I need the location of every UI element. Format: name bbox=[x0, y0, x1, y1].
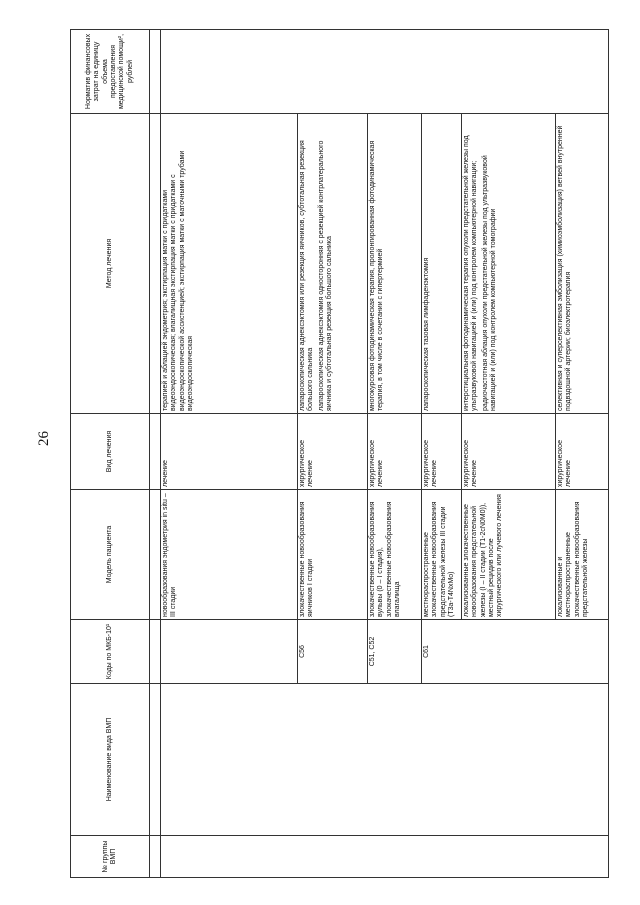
header-patient-model: Модель пациента bbox=[71, 490, 150, 620]
group-number-cell bbox=[161, 836, 609, 878]
treatment-type-cell: хирургическое лечение bbox=[556, 414, 609, 490]
header-group-number: № группы ВМП bbox=[71, 836, 150, 878]
treatment-method-cell bbox=[556, 114, 609, 414]
patient-model-cell: новообразования эндометрия in situ – III стадии bbox=[161, 490, 298, 620]
patient-model-cell: злокачественные новообразования яичников I стадии bbox=[298, 490, 368, 620]
icd-code-cell: C61 bbox=[422, 620, 609, 684]
icd-code-cell: C56 bbox=[298, 620, 368, 684]
method-text: лапароскопическая аднексэктомия или резекция яичников, субтотальная резекция большого сальника bbox=[299, 140, 315, 411]
method-text: терапией и аблацией эндометрия; экстирпация матки с придатками видеоэндоскопическая; влагалищная экстирпация матки с придатками с видеоэндоскопической ассистенцией; экстирпация матки с маточными трубами видеоэндоскопическая bbox=[162, 150, 194, 411]
patient-model-cell: локализованные злокачественные новообразования предстательной железы (I – II стадии (T1-2cN0M0)), местный рецидив после хирургического или лучевого лечения bbox=[462, 490, 556, 620]
header-cost-norm: Норматив финансовых затрат на единицу объема предоставления медицинской помощи², рублей bbox=[71, 30, 150, 114]
treatment-type-cell: хирургическое лечение bbox=[422, 414, 462, 490]
cost-norm-cell bbox=[161, 30, 609, 114]
spacer-row bbox=[150, 30, 161, 878]
table-header-row bbox=[71, 30, 150, 878]
header-vmp-name: Наименование вида ВМП bbox=[71, 684, 150, 836]
header-icd-codes: Коды по МКБ-10¹ bbox=[71, 620, 150, 684]
vmp-name-cell bbox=[161, 684, 609, 836]
treatment-method-cell bbox=[161, 114, 298, 414]
method-text: радиочастотная аблация опухоли предстательной железы под ультразвуковой навигацией и (или) под контролем компьютерной томографии bbox=[481, 155, 497, 411]
page-number: 26 bbox=[36, 431, 52, 446]
treatment-type-cell: лечение bbox=[161, 414, 298, 490]
icd-code-cell: C51, C52 bbox=[368, 620, 422, 684]
header-treatment-method: Метод лечения bbox=[71, 114, 150, 414]
treatment-method-cell bbox=[368, 114, 422, 414]
method-text: селективная и суперселективная эмболизация (химиоэмболизация) ветвей внутренней подвздошной артерии; биоэлектротерапия bbox=[557, 125, 573, 411]
patient-model-cell: злокачественные новообразования вульвы (0 – I стадия), злокачественные новообразования влагалища bbox=[368, 490, 422, 620]
treatment-type-cell: хирургическое лечение bbox=[368, 414, 422, 490]
patient-model-cell: локализованные и местнораспространенные злокачественные новообразования предстательной железы bbox=[556, 490, 609, 620]
icd-code-cell bbox=[161, 620, 298, 684]
method-text: многокурсовая фотодинамическая терапия, пролонгированная фотодинамическая терапия, в том числе в сочетании с гипертермией bbox=[369, 140, 385, 411]
treatment-method-cell bbox=[462, 114, 556, 414]
patient-model-cell: местнораспространенные злокачественные новообразования предстательной железы III стадии (T3a-T4NxMo) bbox=[422, 490, 462, 620]
method-text: лапароскопическая тазовая лимфаденэктомия bbox=[423, 257, 430, 411]
treatment-type-cell: хирургическое лечение bbox=[298, 414, 368, 490]
treatment-method-cell bbox=[422, 114, 462, 414]
treatment-type-cell: хирургическое лечение bbox=[462, 414, 556, 490]
method-text: интерстициальная фотодинамическая терапия опухоли предстательной железы под ультразвуковой навигацией и (или) под контролем компьютерной навигации; bbox=[463, 135, 479, 411]
treatment-method-cell bbox=[298, 114, 368, 414]
table-row bbox=[161, 30, 298, 878]
header-treatment-type: Вид лечения bbox=[71, 414, 150, 490]
method-text: лапароскопическая аднексэктомия односторонняя с резекцией контрлатерального яичника и субтотальная резекция большого сальника bbox=[317, 140, 333, 411]
vmp-table bbox=[70, 29, 609, 878]
rotated-table-sheet bbox=[70, 30, 610, 878]
